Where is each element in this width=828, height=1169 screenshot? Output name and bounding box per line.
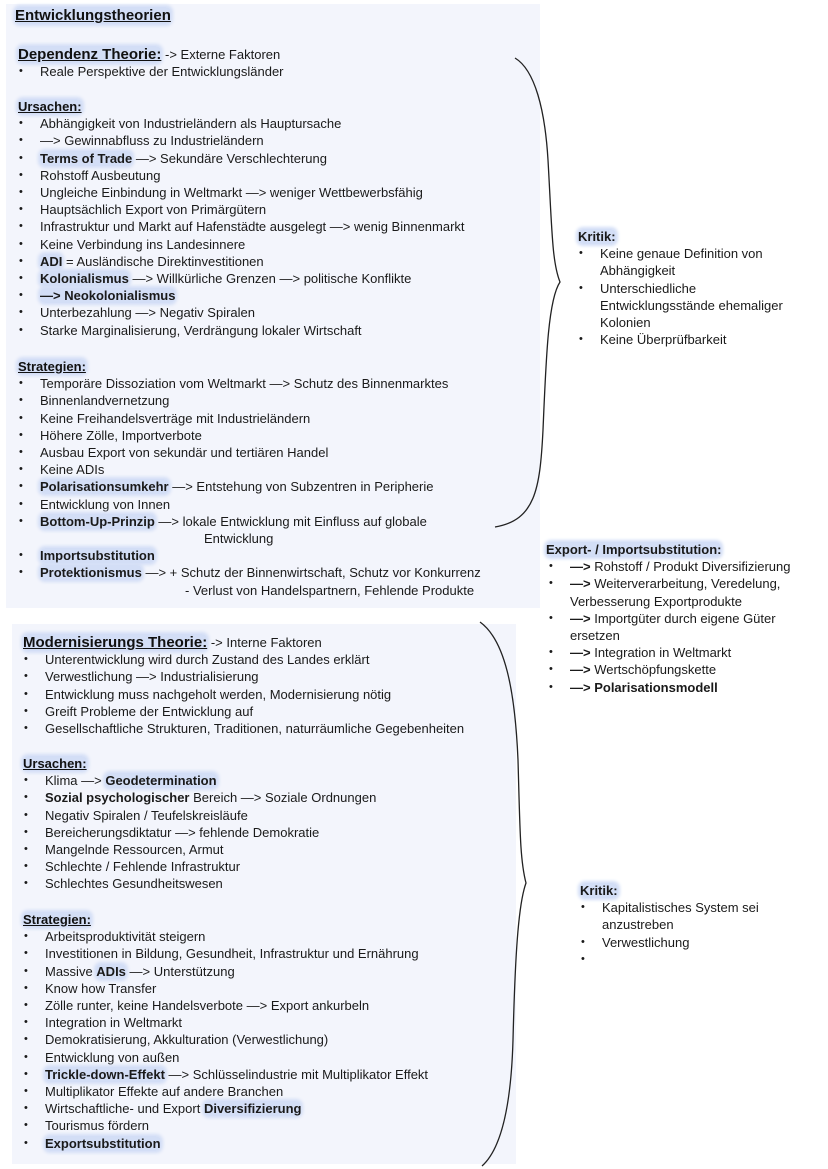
item-text: —> Schlüsselindustrie mit Multiplikator Effekt bbox=[164, 1066, 429, 1082]
strategien-list bbox=[18, 375, 558, 599]
list-item bbox=[23, 1100, 523, 1117]
key-term: ADIs bbox=[96, 963, 126, 979]
list-item bbox=[23, 1066, 523, 1083]
list-item bbox=[23, 807, 523, 824]
list-item bbox=[18, 392, 558, 409]
dependenz-strategien bbox=[18, 358, 558, 599]
list-item bbox=[23, 841, 523, 858]
item-continuation: - Verlust von Handelspartnern, Fehlende Produkte bbox=[185, 582, 475, 598]
item-text: Keine Freihandelsverträge mit Industrieländern bbox=[40, 410, 311, 426]
item-text: Bereich —> Soziale Ordnungen bbox=[189, 790, 377, 806]
list-item bbox=[23, 945, 523, 962]
modernisierung-points bbox=[23, 651, 523, 737]
kritik-list bbox=[578, 245, 808, 348]
item-text: Wirtschaftliche- und Export bbox=[45, 1101, 204, 1117]
item-text: Abhängigkeit von Industrieländern als Hauptursache bbox=[40, 116, 342, 132]
item-text: Ungleiche Einbindung in Weltmarkt —> weniger Wettbewerbsfähig bbox=[40, 185, 423, 201]
list-item bbox=[23, 824, 523, 841]
ursachen-list bbox=[18, 115, 538, 339]
item-text: Infrastruktur und Markt auf Hafenstädte ausgelegt —> wenig Binnenmarkt bbox=[40, 219, 465, 235]
dependenz-subtitle: -> Externe Faktoren bbox=[164, 47, 281, 62]
list-item bbox=[18, 184, 538, 201]
list-item bbox=[18, 410, 558, 427]
list-item bbox=[23, 1014, 523, 1031]
dependenz-points bbox=[18, 63, 538, 80]
modernisierung-intro bbox=[23, 634, 523, 737]
item-text: Negativ Spiralen / Teufelskreisläufe bbox=[45, 807, 248, 823]
modernisierung-strategien bbox=[23, 911, 523, 1152]
list-item bbox=[18, 150, 538, 167]
item-text: Integration in Weltmarkt bbox=[590, 645, 732, 661]
item-text: Klima —> bbox=[45, 773, 106, 789]
list-item bbox=[23, 963, 523, 980]
list-item bbox=[23, 703, 523, 720]
list-item bbox=[18, 270, 538, 287]
item-text: —> + Schutz der Binnenwirtschaft, Schutz vor Konkurrenz bbox=[141, 565, 481, 581]
list-item bbox=[548, 610, 822, 644]
item-text: Unterschiedliche Entwicklungsstände ehemaliger Kolonien bbox=[600, 280, 787, 331]
export-import-heading: Export- / Importsubstitution: bbox=[546, 542, 722, 557]
list-item bbox=[18, 444, 558, 461]
page-title: Entwicklungstheorien bbox=[15, 7, 171, 24]
item-text: Starke Marginalisierung, Verdrängung lokaler Wirtschaft bbox=[40, 322, 362, 338]
item-text: —> Unterstützung bbox=[125, 963, 235, 979]
item-text: Binnenlandvernetzung bbox=[40, 393, 170, 409]
list-item bbox=[18, 478, 558, 495]
item-text: Hauptsächlich Export von Primärgütern bbox=[40, 202, 267, 218]
key-term: —> bbox=[570, 576, 591, 592]
ursachen-list bbox=[23, 772, 523, 892]
item-text: Schlechte / Fehlende Infrastruktur bbox=[45, 859, 241, 875]
list-item bbox=[548, 679, 822, 696]
key-term: Importsubstitution bbox=[40, 548, 155, 564]
list-item bbox=[578, 245, 808, 279]
key-term: ADI bbox=[40, 253, 63, 269]
page-title-block bbox=[15, 7, 171, 24]
list-item bbox=[23, 1083, 523, 1100]
item-text: —> Entstehung von Subzentren in Peripherie bbox=[168, 479, 434, 495]
item-text: Keine genaue Definition von Abhängigkeit bbox=[600, 246, 766, 279]
item-text: —> Gewinnabfluss zu Industrieländern bbox=[40, 133, 264, 149]
item-text: Integration in Weltmarkt bbox=[45, 1015, 183, 1031]
strategien-heading: Strategien: bbox=[18, 359, 86, 374]
list-item bbox=[580, 934, 800, 951]
list-item bbox=[18, 461, 558, 478]
key-term: Kolonialismus bbox=[40, 271, 129, 287]
item-text: Arbeitsproduktivität steigern bbox=[45, 929, 206, 945]
item-continuation: Entwicklung bbox=[204, 531, 274, 547]
key-term: —> bbox=[570, 645, 591, 661]
item-text: Gesellschaftliche Strukturen, Traditionen, naturräumliche Gegebenheiten bbox=[45, 721, 465, 737]
item-text: Tourismus fördern bbox=[45, 1118, 150, 1134]
key-term: Geodetermination bbox=[105, 773, 217, 789]
list-item bbox=[23, 1031, 523, 1048]
item-text: Zölle runter, keine Handelsverbote —> Export ankurbeln bbox=[45, 998, 370, 1014]
item-text: Keine Überprüfbarkeit bbox=[600, 332, 727, 348]
item-text: Entwicklung von außen bbox=[45, 1049, 180, 1065]
item-text: = Ausländische Direktinvestitionen bbox=[62, 253, 264, 269]
item-text: Entwicklung von Innen bbox=[40, 496, 171, 512]
list-item bbox=[23, 651, 523, 668]
export-import-box bbox=[546, 541, 822, 696]
list-item bbox=[18, 496, 558, 513]
item-text: —> lokale Entwicklung mit Einfluss auf globale bbox=[154, 513, 427, 529]
list-item bbox=[18, 115, 538, 132]
list-item bbox=[18, 253, 538, 270]
key-term: —> Polarisationsmodell bbox=[570, 679, 718, 695]
item-text: Multiplikator Effekte auf andere Branchen bbox=[45, 1084, 284, 1100]
item-text: Keine Verbindung ins Landesinnere bbox=[40, 236, 246, 252]
list-item bbox=[23, 1117, 523, 1134]
modernisierung-heading: Modernisierungs Theorie: bbox=[23, 634, 208, 651]
list-item bbox=[18, 63, 538, 80]
item-text: Verwestlichung —> Industrialisierung bbox=[45, 669, 259, 685]
modernisierung-kritik bbox=[580, 882, 800, 951]
list-item bbox=[23, 772, 523, 789]
item-text: Höhere Zölle, Importverbote bbox=[40, 427, 202, 443]
key-term: Protektionismus bbox=[40, 565, 142, 581]
key-term: Trickle-down-Effekt bbox=[45, 1066, 165, 1082]
strategien-list bbox=[23, 928, 523, 1152]
item-text: Reale Perspektive der Entwicklungsländer bbox=[40, 64, 284, 80]
list-item bbox=[18, 427, 558, 444]
key-term: Polarisationsumkehr bbox=[40, 479, 169, 495]
list-item bbox=[578, 280, 808, 332]
list-item bbox=[18, 564, 558, 598]
list-item bbox=[18, 287, 538, 304]
list-item bbox=[23, 997, 523, 1014]
export-import-list bbox=[548, 558, 822, 696]
list-item bbox=[548, 575, 822, 609]
dependenz-kritik bbox=[578, 228, 808, 348]
dependenz-intro bbox=[18, 46, 538, 80]
key-term: —> bbox=[570, 662, 591, 678]
item-text: Weiterverarbeitung, Veredelung, Verbesserung Exportprodukte bbox=[570, 576, 785, 609]
item-text: Kapitalistisches System sei anzustreben bbox=[602, 900, 763, 933]
item-text: Verwestlichung bbox=[602, 934, 690, 950]
list-item bbox=[18, 201, 538, 218]
key-term: Bottom-Up-Prinzip bbox=[40, 513, 155, 529]
ursachen-heading: Ursachen: bbox=[23, 756, 87, 771]
list-item bbox=[23, 789, 523, 806]
item-text: Rohstoff / Produkt Diversifizierung bbox=[590, 559, 791, 575]
item-text: Demokratisierung, Akkulturation (Verwestlichung) bbox=[45, 1032, 329, 1048]
item-text: Unterbezahlung —> Negativ Spiralen bbox=[40, 305, 255, 321]
modernisierung-ursachen bbox=[23, 755, 523, 893]
list-item bbox=[18, 547, 558, 564]
key-term: —> Neokolonialismus bbox=[40, 288, 176, 304]
item-text: —> Willkürliche Grenzen —> politische Konflikte bbox=[128, 271, 412, 287]
list-item bbox=[23, 720, 523, 737]
kritik-heading: Kritik: bbox=[580, 883, 618, 898]
list-item bbox=[18, 322, 538, 339]
item-text: Massive bbox=[45, 963, 97, 979]
list-item bbox=[23, 686, 523, 703]
list-item bbox=[18, 167, 538, 184]
kritik-heading: Kritik: bbox=[578, 229, 616, 244]
list-item bbox=[23, 858, 523, 875]
list-item bbox=[18, 513, 558, 547]
key-term: Terms of Trade bbox=[40, 150, 133, 166]
item-text: Keine ADIs bbox=[40, 462, 105, 478]
item-text: Investitionen in Bildung, Gesundheit, Infrastruktur und Ernährung bbox=[45, 946, 419, 962]
list-item bbox=[23, 1135, 523, 1152]
list-item bbox=[548, 644, 822, 661]
list-item bbox=[23, 928, 523, 945]
item-text: Greift Probleme der Entwicklung auf bbox=[45, 703, 254, 719]
list-item bbox=[580, 899, 800, 933]
list-item bbox=[18, 132, 538, 149]
strategien-heading: Strategien: bbox=[23, 912, 91, 927]
key-term: Diversifizierung bbox=[203, 1101, 302, 1117]
kritik-list bbox=[580, 899, 800, 951]
item-text: Entwicklung muss nachgeholt werden, Modernisierung nötig bbox=[45, 686, 392, 702]
list-item bbox=[18, 375, 558, 392]
list-item bbox=[23, 875, 523, 892]
item-text: Unterentwicklung wird durch Zustand des Landes erklärt bbox=[45, 652, 370, 668]
list-item bbox=[578, 331, 808, 348]
list-item bbox=[23, 668, 523, 685]
item-text: Rohstoff Ausbeutung bbox=[40, 167, 161, 183]
list-item bbox=[18, 218, 538, 235]
item-text: Importgüter durch eigene Güter ersetzen bbox=[570, 610, 780, 644]
item-text: Bereicherungsdiktatur —> fehlende Demokratie bbox=[45, 824, 320, 840]
item-text: Schlechtes Gesundheitswesen bbox=[45, 876, 223, 892]
item-text: Know how Transfer bbox=[45, 980, 157, 996]
dependenz-heading: Dependenz Theorie: bbox=[18, 46, 162, 63]
list-item bbox=[18, 236, 538, 253]
item-text: —> Sekundäre Verschlechterung bbox=[132, 150, 327, 166]
list-item bbox=[23, 980, 523, 997]
list-item bbox=[548, 661, 822, 678]
item-text: Temporäre Dissoziation vom Weltmarkt —> Schutz des Binnenmarktes bbox=[40, 376, 449, 392]
item-text: Mangelnde Ressourcen, Armut bbox=[45, 842, 224, 858]
key-term: —> bbox=[570, 559, 591, 575]
key-term: Exportsubstitution bbox=[45, 1135, 161, 1151]
modernisierung-subtitle: -> Interne Faktoren bbox=[210, 635, 322, 650]
list-item bbox=[548, 558, 822, 575]
key-term: —> bbox=[570, 610, 591, 626]
list-item bbox=[18, 304, 538, 321]
item-text: Ausbau Export von sekundär und tertiären Handel bbox=[40, 445, 329, 461]
dependenz-ursachen bbox=[18, 98, 538, 339]
item-text: Wertschöpfungskette bbox=[590, 662, 717, 678]
ursachen-heading: Ursachen: bbox=[18, 99, 82, 114]
key-term: Sozial psychologischer bbox=[45, 790, 190, 806]
list-item bbox=[23, 1049, 523, 1066]
